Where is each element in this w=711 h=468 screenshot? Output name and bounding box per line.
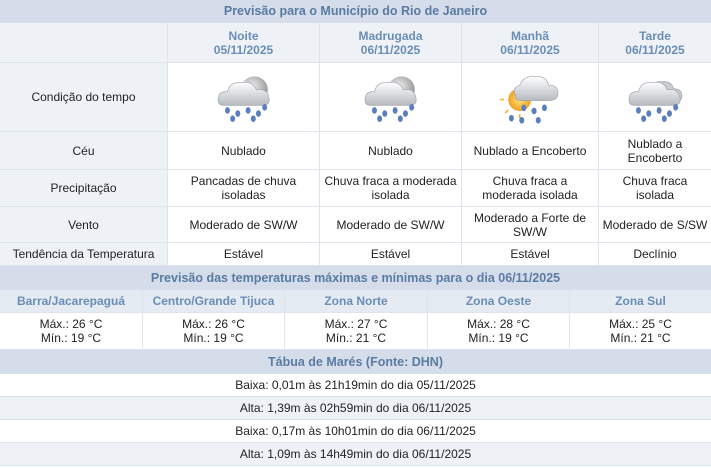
zone-header: Centro/Grande Tijuca (142, 290, 284, 313)
precipitation-cell: Chuva fraca a moderada isolada (319, 170, 461, 207)
tides-title: Tábua de Marés (Fonte: DHN) (0, 350, 711, 374)
zone-header: Zona Oeste (427, 290, 569, 313)
precipitation-cell: Chuva fraca a moderada isolada (461, 170, 598, 207)
sky-row (0, 132, 711, 170)
max-temperature: Máx.: 28 °C (467, 317, 530, 331)
sky-cell: Nublado a Encoberto (461, 132, 598, 170)
row-label-wind: Vento (0, 207, 167, 243)
temperature-trend-row (0, 243, 711, 266)
max-temperature: Máx.: 26 °C (182, 317, 245, 331)
zone-temperature-cell (142, 313, 284, 350)
zone-header: Barra/Jacarepaguá (0, 290, 142, 313)
precipitation-cell: Pancadas de chuva isoladas (167, 170, 319, 207)
max-temperature: Máx.: 27 °C (324, 317, 388, 331)
zone-header: Zona Sul (569, 290, 711, 313)
zone-temperature-cell (284, 313, 427, 350)
sky-cell: Nublado (319, 132, 461, 170)
max-temperature: Máx.: 26 °C (39, 317, 103, 331)
row-label-trend: Tendência da Temperatura (0, 243, 167, 266)
condition-cell-madrugada (319, 63, 461, 132)
zones-values-row (0, 313, 711, 350)
min-temperature: Mín.: 19 °C (183, 331, 244, 345)
wind-row (0, 207, 711, 243)
zones-header-row (0, 290, 711, 313)
wind-cell: Moderado a Forte de SW/W (461, 207, 598, 243)
trend-cell: Declínio (598, 243, 711, 266)
condition-cell-tarde (598, 63, 711, 132)
trend-cell: Estável (167, 243, 319, 266)
precipitation-row (0, 170, 711, 207)
min-temperature: Mín.: 19 °C (468, 331, 529, 345)
forecast-title: Previsão para o Município do Rio de Janeiro (0, 0, 711, 23)
min-temperature: Mín.: 19 °C (40, 331, 102, 345)
row-label-condition: Condição do tempo (0, 63, 167, 132)
tide-entry: Alta: 1,09m às 14h49min do dia 06/11/2025 (0, 443, 711, 466)
zone-temperature-cell (569, 313, 711, 350)
zone-temperature-cell (427, 313, 569, 350)
period-header-madrugada: Madrugada 06/11/2025 (319, 23, 461, 63)
period-header-noite: Noite 05/11/2025 (167, 23, 319, 63)
cloud-rain-night-icon (213, 71, 275, 123)
min-temperature: Mín.: 21 °C (610, 331, 671, 345)
precipitation-cell: Chuva fraca isolada (598, 170, 711, 207)
wind-cell: Moderado de S/SW (598, 207, 711, 243)
max-temperature: Máx.: 25 °C (609, 317, 672, 331)
condition-cell-noite (167, 63, 319, 132)
zone-temperature-cell (0, 313, 142, 350)
tide-entry: Alta: 1,39m às 02h59min do dia 06/11/2025 (0, 397, 711, 420)
row-label-precipitation: Precipitação (0, 170, 167, 207)
sky-cell: Nublado a Encoberto (598, 132, 711, 170)
period-header-row (0, 23, 711, 63)
cloud-rain-icon (624, 71, 686, 123)
temperatures-title: Previsão das temperaturas máximas e mínimas para o dia 06/11/2025 (0, 266, 711, 290)
sky-cell: Nublado (167, 132, 319, 170)
cloud-rain-night-icon (360, 71, 422, 123)
period-header-tarde: Tarde 06/11/2025 (598, 23, 711, 63)
min-temperature: Mín.: 21 °C (325, 331, 387, 345)
tide-entry: Baixa: 0,01m às 21h19min do dia 05/11/2025 (0, 374, 711, 397)
zone-header: Zona Norte (284, 290, 427, 313)
trend-cell: Estável (461, 243, 598, 266)
condition-cell-manha (461, 63, 598, 132)
wind-cell: Moderado de SW/W (319, 207, 461, 243)
row-label-sky: Céu (0, 132, 167, 170)
condition-row (0, 63, 711, 132)
wind-cell: Moderado de SW/W (167, 207, 319, 243)
period-header-blank (0, 23, 167, 63)
period-header-manha: Manhã 06/11/2025 (461, 23, 598, 63)
cloud-rain-sun-icon (499, 67, 561, 127)
tide-entry: Baixa: 0,17m às 10h01min do dia 06/11/2025 (0, 420, 711, 443)
trend-cell: Estável (319, 243, 461, 266)
